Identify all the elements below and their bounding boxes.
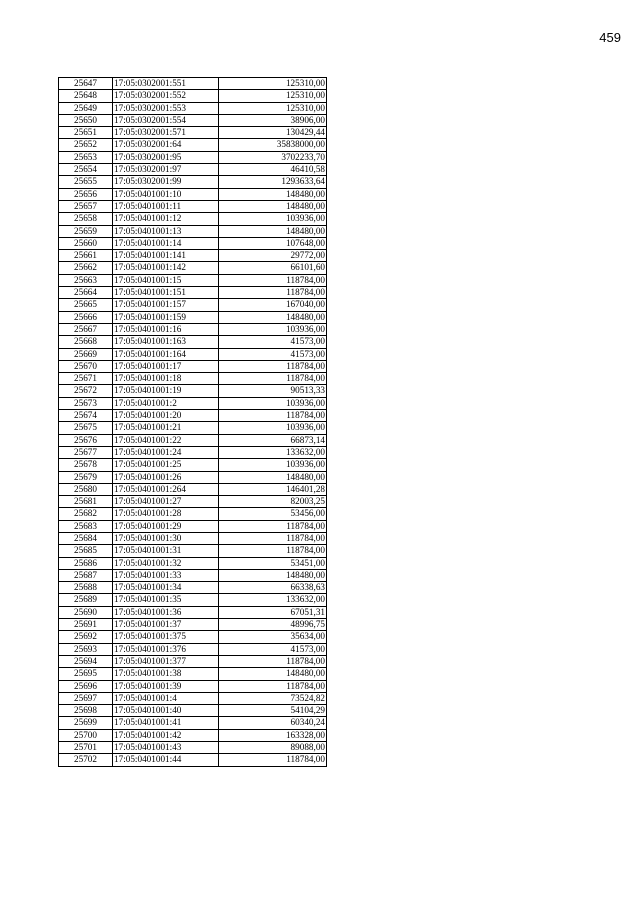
row-number-cell: 25695: [59, 668, 113, 680]
row-number-cell: 25686: [59, 557, 113, 569]
row-number-cell: 25693: [59, 643, 113, 655]
cadastral-value-cell: 73524,82: [219, 692, 327, 704]
cadastral-number-cell: 17:05:0401001:377: [113, 655, 219, 667]
table-row: [59, 717, 327, 729]
row-number-cell: 25650: [59, 114, 113, 126]
row-number-cell: 25654: [59, 164, 113, 176]
cadastral-value-cell: 54104,29: [219, 705, 327, 717]
row-number-cell: 25677: [59, 446, 113, 458]
cadastral-value-cell: 118784,00: [219, 532, 327, 544]
cadastral-number-cell: 17:05:0401001:36: [113, 606, 219, 618]
cadastral-number-cell: 17:05:0401001:17: [113, 360, 219, 372]
table-row: [59, 754, 327, 766]
cadastral-value-cell: 118784,00: [219, 545, 327, 557]
table-row: [59, 373, 327, 385]
row-number-cell: 25692: [59, 631, 113, 643]
row-number-cell: 25672: [59, 385, 113, 397]
cadastral-number-cell: 17:05:0401001:10: [113, 188, 219, 200]
cadastral-number-cell: 17:05:0401001:376: [113, 643, 219, 655]
cadastral-value-cell: 66338,63: [219, 582, 327, 594]
cadastral-value-cell: 118784,00: [219, 373, 327, 385]
row-number-cell: 25661: [59, 250, 113, 262]
cadastral-value-cell: 148480,00: [219, 569, 327, 581]
row-number-cell: 25669: [59, 348, 113, 360]
table-row: [59, 176, 327, 188]
row-number-cell: 25687: [59, 569, 113, 581]
row-number-cell: 25663: [59, 274, 113, 286]
table-row: [59, 692, 327, 704]
row-number-cell: 25647: [59, 78, 113, 90]
row-number-cell: 25648: [59, 90, 113, 102]
cadastral-number-cell: 17:05:0401001:20: [113, 410, 219, 422]
cadastral-value-cell: 103936,00: [219, 323, 327, 335]
cadastral-value-cell: 148480,00: [219, 200, 327, 212]
row-number-cell: 25676: [59, 434, 113, 446]
row-number-cell: 25662: [59, 262, 113, 274]
table-row: [59, 582, 327, 594]
row-number-cell: 25652: [59, 139, 113, 151]
table-row: [59, 459, 327, 471]
cadastral-value-cell: 133632,00: [219, 446, 327, 458]
table-row: [59, 705, 327, 717]
table-row: [59, 631, 327, 643]
table-body: [59, 78, 327, 767]
row-number-cell: 25675: [59, 422, 113, 434]
cadastral-value-cell: 118784,00: [219, 520, 327, 532]
table-row: [59, 520, 327, 532]
cadastral-value-cell: 90513,33: [219, 385, 327, 397]
cadastral-number-cell: 17:05:0302001:553: [113, 102, 219, 114]
cadastral-number-cell: 17:05:0401001:163: [113, 336, 219, 348]
row-number-cell: 25671: [59, 373, 113, 385]
table-row: [59, 348, 327, 360]
table-row: [59, 742, 327, 754]
cadastral-value-cell: 103936,00: [219, 213, 327, 225]
table-row: [59, 127, 327, 139]
table-row: [59, 508, 327, 520]
cadastral-number-cell: 17:05:0401001:38: [113, 668, 219, 680]
table-row: [59, 188, 327, 200]
cadastral-value-cell: 118784,00: [219, 680, 327, 692]
table-row: [59, 434, 327, 446]
cadastral-number-cell: 17:05:0401001:4: [113, 692, 219, 704]
table-row: [59, 668, 327, 680]
cadastral-number-cell: 17:05:0401001:35: [113, 594, 219, 606]
cadastral-value-cell: 53456,00: [219, 508, 327, 520]
cadastral-number-cell: 17:05:0401001:25: [113, 459, 219, 471]
row-number-cell: 25666: [59, 311, 113, 323]
row-number-cell: 25691: [59, 619, 113, 631]
cadastral-value-cell: 82003,25: [219, 496, 327, 508]
table-row: [59, 569, 327, 581]
cadastral-value-cell: 48996,75: [219, 619, 327, 631]
cadastral-number-cell: 17:05:0401001:43: [113, 742, 219, 754]
table-row: [59, 200, 327, 212]
cadastral-number-cell: 17:05:0401001:41: [113, 717, 219, 729]
table-row: [59, 213, 327, 225]
row-number-cell: 25657: [59, 200, 113, 212]
table-row: [59, 237, 327, 249]
table-row: [59, 643, 327, 655]
cadastral-number-cell: 17:05:0401001:164: [113, 348, 219, 360]
table-row: [59, 78, 327, 90]
cadastral-value-cell: 60340,24: [219, 717, 327, 729]
cadastral-value-cell: 103936,00: [219, 422, 327, 434]
cadastral-number-cell: 17:05:0401001:11: [113, 200, 219, 212]
page-number: 459: [599, 30, 621, 45]
cadastral-value-cell: 130429,44: [219, 127, 327, 139]
cadastral-value-cell: 41573,00: [219, 643, 327, 655]
cadastral-value-cell: 125310,00: [219, 90, 327, 102]
table-row: [59, 410, 327, 422]
cadastral-number-cell: 17:05:0302001:571: [113, 127, 219, 139]
cadastral-number-cell: 17:05:0302001:554: [113, 114, 219, 126]
cadastral-number-cell: 17:05:0401001:31: [113, 545, 219, 557]
table-row: [59, 274, 327, 286]
cadastral-value-cell: 107648,00: [219, 237, 327, 249]
cadastral-value-cell: 67051,31: [219, 606, 327, 618]
cadastral-number-cell: 17:05:0401001:39: [113, 680, 219, 692]
cadastral-number-cell: 17:05:0401001:27: [113, 496, 219, 508]
cadastral-value-cell: 41573,00: [219, 348, 327, 360]
row-number-cell: 25651: [59, 127, 113, 139]
cadastral-number-cell: 17:05:0401001:24: [113, 446, 219, 458]
row-number-cell: 25656: [59, 188, 113, 200]
table-row: [59, 422, 327, 434]
table-row: [59, 594, 327, 606]
table-row: [59, 397, 327, 409]
table-row: [59, 102, 327, 114]
cadastral-number-cell: 17:05:0401001:30: [113, 532, 219, 544]
cadastral-value-cell: 66873,14: [219, 434, 327, 446]
table-row: [59, 151, 327, 163]
table-row: [59, 729, 327, 741]
table-row: [59, 262, 327, 274]
table-row: [59, 483, 327, 495]
table-row: [59, 360, 327, 372]
table-row: [59, 323, 327, 335]
cadastral-value-cell: 148480,00: [219, 471, 327, 483]
table-row: [59, 225, 327, 237]
cadastral-value-cell: 118784,00: [219, 410, 327, 422]
row-number-cell: 25673: [59, 397, 113, 409]
cadastral-value-cell: 1293633,64: [219, 176, 327, 188]
cadastral-value-cell: 103936,00: [219, 397, 327, 409]
cadastral-number-cell: 17:05:0302001:552: [113, 90, 219, 102]
cadastral-number-cell: 17:05:0401001:26: [113, 471, 219, 483]
cadastral-number-cell: 17:05:0401001:13: [113, 225, 219, 237]
row-number-cell: 25674: [59, 410, 113, 422]
table-row: [59, 619, 327, 631]
cadastral-number-cell: 17:05:0302001:95: [113, 151, 219, 163]
row-number-cell: 25685: [59, 545, 113, 557]
row-number-cell: 25678: [59, 459, 113, 471]
table-row: [59, 114, 327, 126]
row-number-cell: 25655: [59, 176, 113, 188]
cadastral-value-cell: 163328,00: [219, 729, 327, 741]
row-number-cell: 25699: [59, 717, 113, 729]
row-number-cell: 25694: [59, 655, 113, 667]
row-number-cell: 25658: [59, 213, 113, 225]
cadastral-number-cell: 17:05:0401001:34: [113, 582, 219, 594]
row-number-cell: 25701: [59, 742, 113, 754]
row-number-cell: 25670: [59, 360, 113, 372]
cadastral-value-cell: 148480,00: [219, 668, 327, 680]
row-number-cell: 25668: [59, 336, 113, 348]
cadastral-number-cell: 17:05:0302001:551: [113, 78, 219, 90]
cadastral-value-cell: 89088,00: [219, 742, 327, 754]
row-number-cell: 25690: [59, 606, 113, 618]
cadastral-value-cell: 38906,00: [219, 114, 327, 126]
table-row: [59, 496, 327, 508]
cadastral-number-cell: 17:05:0401001:16: [113, 323, 219, 335]
row-number-cell: 25688: [59, 582, 113, 594]
table-row: [59, 680, 327, 692]
row-number-cell: 25689: [59, 594, 113, 606]
cadastral-value-cell: 133632,00: [219, 594, 327, 606]
cadastral-number-cell: 17:05:0401001:19: [113, 385, 219, 397]
table-row: [59, 532, 327, 544]
table-row: [59, 471, 327, 483]
cadastral-value-cell: 148480,00: [219, 188, 327, 200]
cadastral-value-cell: 167040,00: [219, 299, 327, 311]
row-number-cell: 25698: [59, 705, 113, 717]
cadastral-number-cell: 17:05:0401001:32: [113, 557, 219, 569]
table-row: [59, 557, 327, 569]
cadastral-value-table: [58, 77, 327, 767]
cadastral-number-cell: 17:05:0401001:44: [113, 754, 219, 766]
cadastral-number-cell: 17:05:0401001:37: [113, 619, 219, 631]
cadastral-number-cell: 17:05:0401001:22: [113, 434, 219, 446]
cadastral-value-cell: 35838000,00: [219, 139, 327, 151]
cadastral-value-cell: 148480,00: [219, 225, 327, 237]
table-row: [59, 446, 327, 458]
table-row: [59, 299, 327, 311]
row-number-cell: 25659: [59, 225, 113, 237]
table-row: [59, 336, 327, 348]
table-row: [59, 385, 327, 397]
row-number-cell: 25680: [59, 483, 113, 495]
table-row: [59, 606, 327, 618]
row-number-cell: 25653: [59, 151, 113, 163]
cadastral-value-cell: 3702233,70: [219, 151, 327, 163]
row-number-cell: 25700: [59, 729, 113, 741]
cadastral-value-cell: 118784,00: [219, 655, 327, 667]
cadastral-number-cell: 17:05:0401001:15: [113, 274, 219, 286]
row-number-cell: 25667: [59, 323, 113, 335]
cadastral-number-cell: 17:05:0401001:375: [113, 631, 219, 643]
cadastral-value-cell: 118784,00: [219, 754, 327, 766]
row-number-cell: 25682: [59, 508, 113, 520]
cadastral-number-cell: 17:05:0401001:264: [113, 483, 219, 495]
cadastral-number-cell: 17:05:0401001:33: [113, 569, 219, 581]
table-row: [59, 250, 327, 262]
row-number-cell: 25683: [59, 520, 113, 532]
cadastral-number-cell: 17:05:0401001:12: [113, 213, 219, 225]
cadastral-number-cell: 17:05:0401001:18: [113, 373, 219, 385]
table-row: [59, 90, 327, 102]
cadastral-number-cell: 17:05:0401001:159: [113, 311, 219, 323]
cadastral-value-cell: 35634,00: [219, 631, 327, 643]
table-row: [59, 311, 327, 323]
cadastral-number-cell: 17:05:0302001:64: [113, 139, 219, 151]
cadastral-value-cell: 41573,00: [219, 336, 327, 348]
cadastral-value-cell: 46410,58: [219, 164, 327, 176]
table-row: [59, 287, 327, 299]
cadastral-number-cell: 17:05:0401001:2: [113, 397, 219, 409]
table-row: [59, 139, 327, 151]
table-row: [59, 164, 327, 176]
cadastral-number-cell: 17:05:0401001:14: [113, 237, 219, 249]
cadastral-value-cell: 118784,00: [219, 274, 327, 286]
cadastral-value-cell: 118784,00: [219, 287, 327, 299]
cadastral-number-cell: 17:05:0302001:99: [113, 176, 219, 188]
cadastral-number-cell: 17:05:0401001:28: [113, 508, 219, 520]
cadastral-value-cell: 29772,00: [219, 250, 327, 262]
cadastral-number-cell: 17:05:0302001:97: [113, 164, 219, 176]
cadastral-number-cell: 17:05:0401001:141: [113, 250, 219, 262]
cadastral-number-cell: 17:05:0401001:21: [113, 422, 219, 434]
row-number-cell: 25665: [59, 299, 113, 311]
row-number-cell: 25649: [59, 102, 113, 114]
row-number-cell: 25679: [59, 471, 113, 483]
table-row: [59, 655, 327, 667]
cadastral-value-cell: 125310,00: [219, 78, 327, 90]
table-row: [59, 545, 327, 557]
row-number-cell: 25696: [59, 680, 113, 692]
row-number-cell: 25660: [59, 237, 113, 249]
cadastral-value-cell: 103936,00: [219, 459, 327, 471]
cadastral-number-cell: 17:05:0401001:29: [113, 520, 219, 532]
cadastral-value-cell: 118784,00: [219, 360, 327, 372]
row-number-cell: 25697: [59, 692, 113, 704]
cadastral-number-cell: 17:05:0401001:151: [113, 287, 219, 299]
row-number-cell: 25702: [59, 754, 113, 766]
row-number-cell: 25664: [59, 287, 113, 299]
cadastral-value-cell: 125310,00: [219, 102, 327, 114]
cadastral-number-cell: 17:05:0401001:142: [113, 262, 219, 274]
cadastral-number-cell: 17:05:0401001:157: [113, 299, 219, 311]
row-number-cell: 25684: [59, 532, 113, 544]
cadastral-value-cell: 66101,60: [219, 262, 327, 274]
cadastral-value-cell: 148480,00: [219, 311, 327, 323]
row-number-cell: 25681: [59, 496, 113, 508]
cadastral-value-cell: 146401,28: [219, 483, 327, 495]
cadastral-value-cell: 53451,00: [219, 557, 327, 569]
cadastral-number-cell: 17:05:0401001:42: [113, 729, 219, 741]
cadastral-number-cell: 17:05:0401001:40: [113, 705, 219, 717]
